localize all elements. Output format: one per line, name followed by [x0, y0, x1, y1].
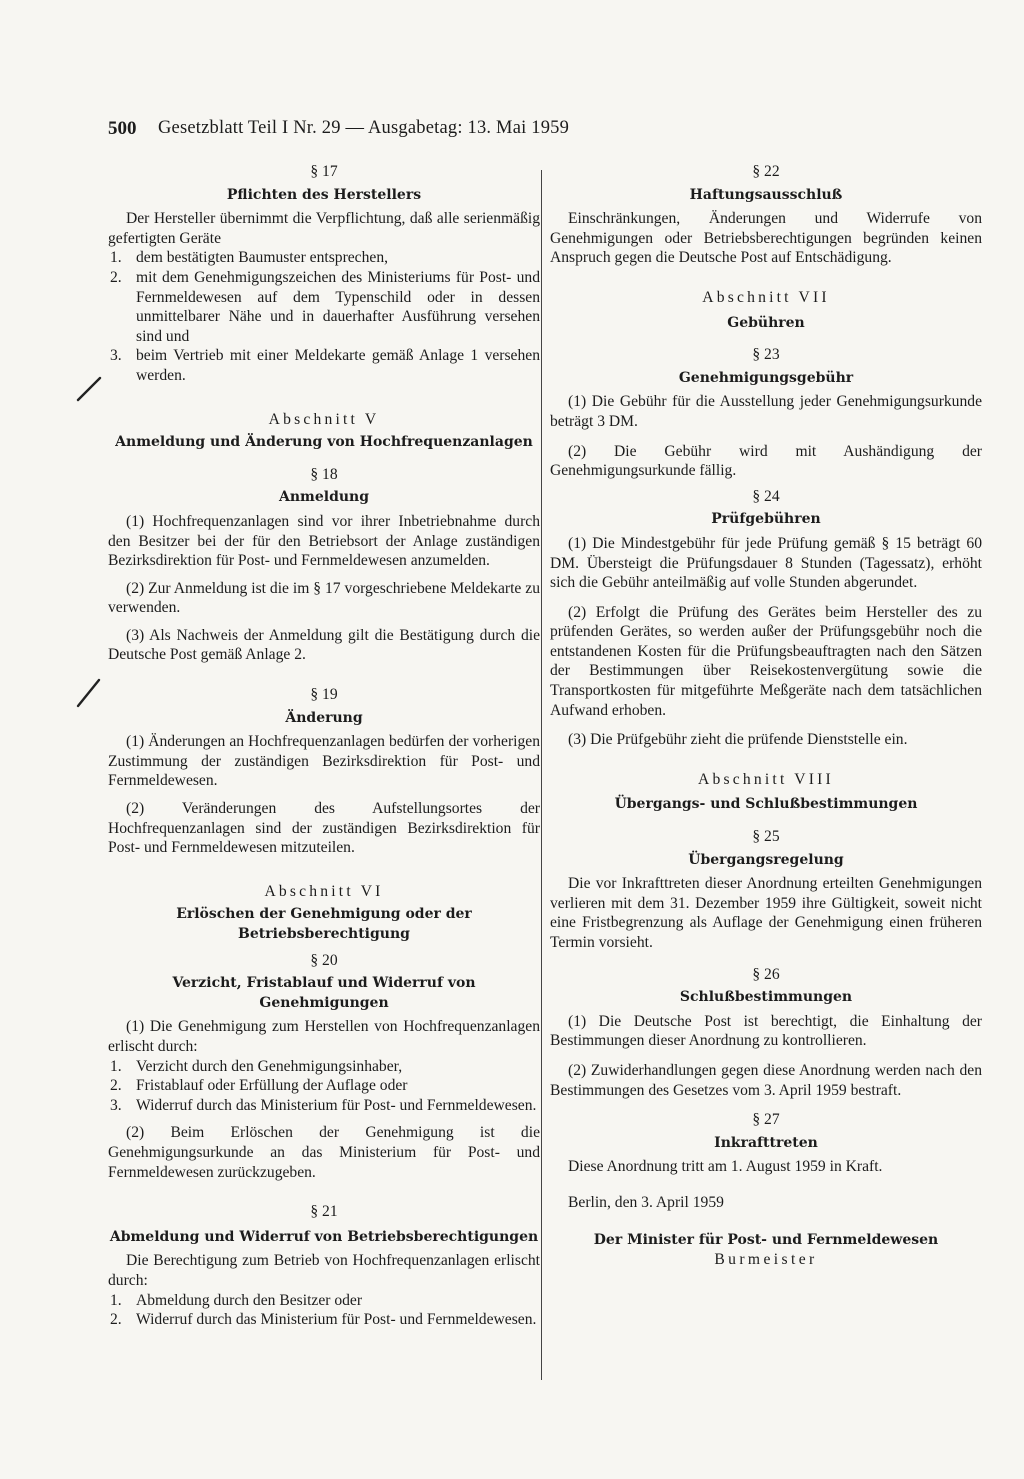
section-19-para-1: (1) Änderungen an Hochfrequenzanlagen bedürfen der vorherigen Zustimmung der zuständigen Bezirksdirektion für Post- und Fernmeldewesen.: [108, 733, 540, 790]
section-24-para-2: (2) Erfolgt die Prüfung des Gerätes beim Hersteller des zu prüfenden Gerätes, so werden außer der Prüfungsgebühr noch die entstandenen Kosten für die Prüfungsbeauftragten nach den Sätzen der Bestimmungen über Reisekostenvergütung sowie die Transportkosten für mitgeführte Meßgeräte nach dem tatsächlichen Aufwand erhoben.: [550, 603, 982, 719]
section-26-number: § 26: [752, 965, 780, 983]
left-column: [108, 162, 540, 1330]
section-25-para-1: Die vor Inkrafttreten dieser Anordnung erteilten Genehmigungen verlieren mit dem 31. Dezember 1959 ihre Gültigkeit, soweit nicht eine Fristbegrenzung als Auflage der Genehmigung einen früheren Termin vorsieht.: [550, 875, 982, 951]
list-item: 1. Abmeldung durch den Besitzer oder: [110, 1291, 363, 1309]
section-22-number: § 22: [752, 163, 780, 180]
section-20-title: Verzicht, Fristablauf und Widerruf von Genehmigungen: [172, 975, 476, 1011]
section-20-number: § 20: [310, 951, 338, 969]
abschnitt-vii-title: Gebühren: [727, 314, 805, 331]
list-item: 1. dem bestätigten Baumuster entsprechen,: [110, 249, 389, 267]
section-20-para-1: (1) Die Genehmigung zum Herstellen von Hochfrequenzanlagen erlischt durch:: [108, 1018, 540, 1055]
section-18-number: § 18: [310, 465, 338, 483]
signature-name: Burmeister: [714, 1251, 818, 1269]
section-25-title: Übergangsregelung: [688, 851, 844, 868]
section-26-para-2: (2) Zuwiderhandlungen gegen diese Anordnung werden nach den Bestimmungen des Gesetzes vom 3. April 1959 bestraft.: [550, 1061, 982, 1099]
header-title: Gesetzblatt Teil I Nr. 29 — Ausgabetag: 13. Mai 1959: [158, 118, 570, 138]
section-17-number: § 17: [310, 163, 338, 180]
section-24-title: Prüfgebühren: [711, 511, 821, 528]
section-18-para-2: (2) Zur Anmeldung ist die im § 17 vorgeschriebene Meldekarte zu verwenden.: [108, 579, 540, 617]
section-21-title: Abmeldung und Widerruf von Betriebsberechtigungen: [109, 1228, 539, 1245]
section-26-para-1: (1) Die Deutsche Post ist berechtigt, die Einhaltung der Bestimmungen dieser Anordnung zu kontrollieren.: [550, 1012, 982, 1050]
list-item: 3. Widerruf durch das Ministerium für Post- und Fernmeldewesen.: [110, 1096, 537, 1114]
right-column: [550, 162, 982, 1270]
margin-tick-mark: [74, 676, 104, 710]
section-23-number: § 23: [752, 346, 780, 364]
section-23-para-2: (2) Die Gebühr wird mit Aushändigung der Genehmigungsurkunde fällig.: [550, 442, 982, 480]
section-22-title: Haftungsausschluß: [689, 186, 843, 203]
abschnitt-vii-label: Abschnitt VII: [702, 288, 830, 306]
abschnitt-viii-title: Übergangs- und Schlußbestimmungen: [614, 796, 918, 813]
section-24-para-3: (3) Die Prüfgebühr zieht die prüfende Dienststelle ein.: [568, 731, 908, 749]
section-23-title: Genehmigungsgebühr: [678, 369, 854, 386]
abschnitt-v-title: Anmeldung und Änderung von Hochfrequenzanlagen: [115, 434, 533, 451]
section-18-title: Anmeldung: [278, 489, 369, 506]
list-item: 3. beim Vertrieb mit einer Meldekarte gemäß Anlage 1 versehen werden.: [110, 347, 540, 384]
section-19-title: Änderung: [285, 709, 363, 726]
abschnitt-v-label: Abschnitt V: [268, 410, 380, 428]
section-20-para-2: (2) Beim Erlöschen der Genehmigung ist die Genehmigungsurkunde an das Ministerium für Post- und Fernmeldewesen zurückzugeben.: [108, 1124, 540, 1181]
section-27-number: § 27: [752, 1111, 780, 1129]
section-19-para-2: (2) Veränderungen des Aufstellungsortes der Hochfrequenzanlagen sind der zuständigen Bezirksdirektion für Post- und Fernmeldewesen mitzuteilen.: [108, 800, 540, 857]
section-21-number: § 21: [310, 1203, 338, 1221]
section-27-title: Inkrafttreten: [714, 1134, 818, 1151]
section-19-number: § 19: [310, 686, 338, 704]
signature-office: Der Minister für Post- und Fernmeldewesen: [593, 1231, 939, 1248]
section-24-para-1: (1) Die Mindestgebühr für jede Prüfung gemäß § 15 beträgt 60 DM. Übersteigt die Prüfungsdauer 8 Stunden (Tagessatz), erhöht sich die Gebühr anteilmäßig auf volle Stunden abgerundet.: [550, 534, 982, 592]
place-and-date: Berlin, den 3. April 1959: [568, 1193, 724, 1211]
list-item: 2. Widerruf durch das Ministerium für Post- und Fernmeldewesen.: [110, 1311, 537, 1329]
section-17-title: Pflichten des Herstellers: [226, 186, 422, 203]
section-23-para-1: (1) Die Gebühr für die Ausstellung jeder Genehmigungsurkunde beträgt 3 DM.: [550, 393, 982, 430]
section-26-title: Schlußbestimmungen: [679, 989, 853, 1006]
section-18-para-3: (3) Als Nachweis der Anmeldung gilt die Bestätigung durch die Deutsche Post gemäß Anlage 2.: [108, 626, 540, 664]
section-25-number: § 25: [752, 828, 780, 846]
abschnitt-vi-title: Erlöschen der Genehmigung oder der Betriebsberechtigung: [176, 906, 472, 942]
list-item: 2. Fristablauf oder Erfüllung der Auflage oder: [110, 1077, 408, 1095]
list-item: 2. mit dem Genehmigungszeichen des Ministeriums für Post- und Fernmeldewesen auf dem Typenschild oder in dessen unmittelbarer Nähe und in dauerhafter Ausführung versehen sind und: [110, 268, 540, 345]
page-number: 500: [108, 118, 137, 139]
section-17-intro: Der Hersteller übernimmt die Verpflichtung, daß alle serienmäßig gefertigten Geräte: [108, 210, 540, 247]
abschnitt-viii-label: Abschnitt VIII: [698, 770, 834, 788]
section-22-para-1: Einschränkungen, Änderungen und Widerrufe von Genehmigungen oder Betriebsberechtigungen begründen keinen Anspruch gegen die Deutsche Post auf Entschädigung.: [550, 210, 982, 267]
section-21-intro: Die Berechtigung zum Betrieb von Hochfrequenzanlagen erlischt durch:: [108, 1252, 540, 1289]
column-divider: [541, 170, 542, 1380]
section-18-para-1: (1) Hochfrequenzanlagen sind vor ihrer Inbetriebnahme durch den Besitzer bei der für den Betriebsort der Anlage zuständigen Bezirksdirektion für Post- und Fernmeldewesen anzumelden.: [108, 512, 540, 570]
section-27-para-1: Diese Anordnung tritt am 1. August 1959 in Kraft.: [568, 1158, 883, 1176]
margin-tick-mark: [74, 374, 104, 404]
abschnitt-vi-label: Abschnitt VI: [264, 882, 384, 900]
page-header: [108, 118, 760, 148]
list-item: 1. Verzicht durch den Genehmigungsinhaber,: [110, 1057, 403, 1075]
section-24-number: § 24: [752, 487, 780, 505]
